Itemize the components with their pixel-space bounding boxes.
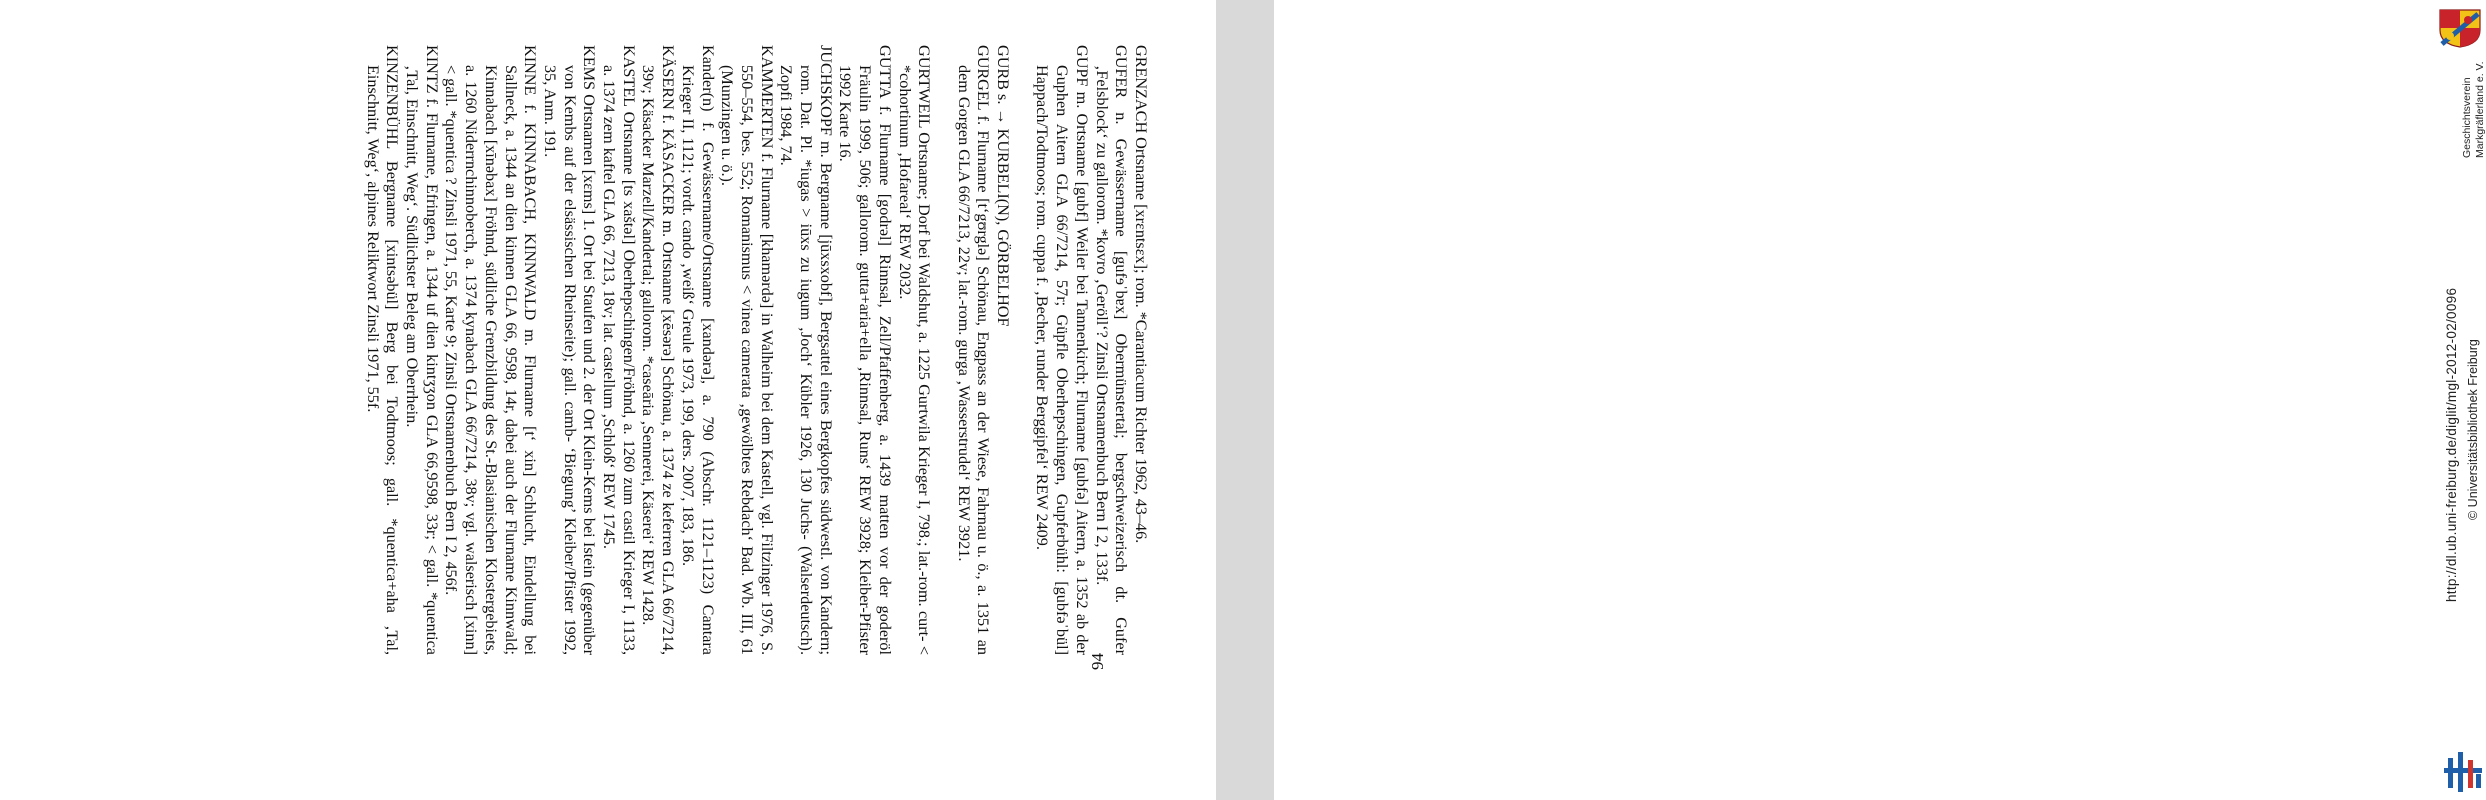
entry-gufer: GUFER n. Gewässername [gufɘˈbɐx] Obermünstertal; bergschweizerisch dt. Gufer ‚Felsblock‘ zu gallorom. *kovro ‚Geröll‘? Zinsli Ortsnamenbuch Bern I 2, 133f. bbox=[1092, 45, 1131, 655]
entry-kinne: KINNE f. KINNABACH, KINNWALD m. Flurname [tʻ xin] Schlucht, Eindellung bei Sallneck, a. 1344 an dien kinnen GLA 66, 9598, 14r, dabei auch der Flurname Kinnwald; Kinnabach [xīnəbax] Fröhnd, südliche Grenzbildung des St.-Blasianischen Klostergebiets, a. 1260 Niderrnchinnoberch, a. 1374 kynabach GLA 66/7214, 38v; vgl. walserisch [xinn] < gall. *quentica ? Zinsli 1971, 55, Karte 9; Zinsli Ortsnamenbuch Bern I 2, 456f. bbox=[442, 45, 540, 655]
coat-of-arms-icon bbox=[2438, 8, 2482, 48]
entry-gurgel: GURGEL f. Flurname [tʻgʊrglə] Schönau, Engpass an der Wiese, Fahrnau u. ö., a. 1351 an dem Gorgen GLA 66/7213, 22v; lat.-rom. gurga ‚Wasserstrudel‘ REW 3921. bbox=[954, 45, 993, 655]
entry-gupf: GUPF m. Ortsname [gubf] Weiler bei Tannenkirch; Flurname [gubfə] Aitern, a. 1352 ab der Guphen Aitern GLA 66/7214, 57r; Güpfle Oberhepschingen, Gupferbühl: [gubfəˈbül] Happach/Todtmoos; rom. cuppa f. ‚Becher, runder Berggipfel‘ REW 2409. bbox=[1033, 45, 1091, 655]
entry-gutta: GUTTA f. Flurname [godrəl] Rinnsal, Zell/Pfaffenberg, a. 1439 matten vor der goderöl Fräulin 1999, 506; gallorom. gutta+aria+ella ‚Rinnsal, Runs‘ REW 3928; Kleiber-Pfister 1992 Karte 16. bbox=[836, 45, 894, 655]
entry-kastel: KASTEL Ortsname [ts xaštəl] Oberhepschingen/Fröhnd, a. 1260 zum castil Krieger I, 1133, a. 1374 zem kaftel GLA 66, 7213, 18v; lat. castellum ‚Schloß‘ REW 1745. bbox=[600, 45, 638, 655]
page-number: 94 bbox=[1088, 653, 1107, 670]
entry-kinzenbuehl: KINZENBÜHL Bergname [xintsəbül] Berg bei Todtmoos; gall. *quentica+aha ‚Tal, Einschnitt, Weg‘, alpines Reliktwort Zinsli 1971, 55f. bbox=[363, 45, 402, 655]
entry-kems: KEMS Ortsnamen [xɛms] 1. Ort bei Staufen und 2. der Ort Klein-Kems bei Istein (gegenüber von Kembs auf der elsässischen Rheinseite); gall. camb- ‘Biegung’ Kleiber/Pfister 1992, 35, Anm. 191. bbox=[540, 45, 599, 655]
society-name-line2: Markgräflerland e. V. bbox=[2474, 61, 2486, 158]
entry-kandern: Kander(n) f. Gewässername/Ortsname [xandərə], a. 790 (Abschr. 1121–1123) Cantara Krieger II, 1121; vordt. cando ‚weiß‘ Greule 1973, 199, ders. 2007, 183, 186. bbox=[678, 45, 717, 655]
entry-gurb: GURB s. → KURBELI(N), GÖRBELHOF bbox=[994, 45, 1013, 327]
archive-sidebar bbox=[1216, 0, 2486, 800]
entry-gurtweil: GURTWEIL Ortsname; Dorf bei Waldshut, a. 1225 Gurtwila Krieger I, 798.; lat.-rom. curt- < *cohortinum ‚Hofareal‘ REW 2032. bbox=[895, 45, 934, 655]
ub-freiburg-logo-icon bbox=[2442, 748, 2484, 794]
entry-juchskopf: JUCHSKOPF m. Bergname [jūxsxobf], Bergsattel eines Bergkopfes südwestl. von Kandern; rom. Dat. Pl. *iugas > iūxs zu iugum ‚Joch‘ Kübler 1926, 130 Juchs- (Walserdeutsch). Zopfi 1984, 74. bbox=[777, 45, 835, 655]
entry-kintz: KINTZ f. Flurname, Efringen, a. 1344 uf dien kintʒʒon GLA 66,9598, 33r; < gall. *quentica ‚Tal, Einschnitt, Weg‘. Südlichster Beleg am Oberrhein. bbox=[403, 45, 441, 655]
entry-kammerten: KAMMERTEN f. Flurname [khamərdə] in Walheim bei dem Kastell, vgl. Filtzinger 1976, S. 550–554, bes. 552; Romanismus < vinea camerata ‚gewölbtes Rebdach‘ Bad. Wb. III, 61 (Munzingen u. ö.). bbox=[718, 45, 776, 655]
entry-kaesern: KÄSERN f. KÄSACKER m. Ortsname [xēsərə] Schönau, a. 1374 ze keferren GLA 66/7214, 39v; Käsacker Marzell/Kandertal; gallorom. *caseāria ‚Sennerei, Käserei‘ REW 1428. bbox=[639, 45, 678, 655]
copyright-notice: © Universitätsbibliothek Freiburg bbox=[2466, 339, 2480, 520]
entry-grenzach: GRENZACH Ortsname [xrɛntsɛx]; rom. *Carantiacum Richter 1962, 43–46. bbox=[1132, 45, 1150, 544]
dictionary-text-block bbox=[100, 45, 1150, 655]
permalink-url[interactable]: http://dl.ub.uni-freiburg.de/diglit/mgl-2012-02/0096 bbox=[2444, 287, 2459, 602]
society-name-line1: Geschichtsverein bbox=[2461, 77, 2473, 158]
